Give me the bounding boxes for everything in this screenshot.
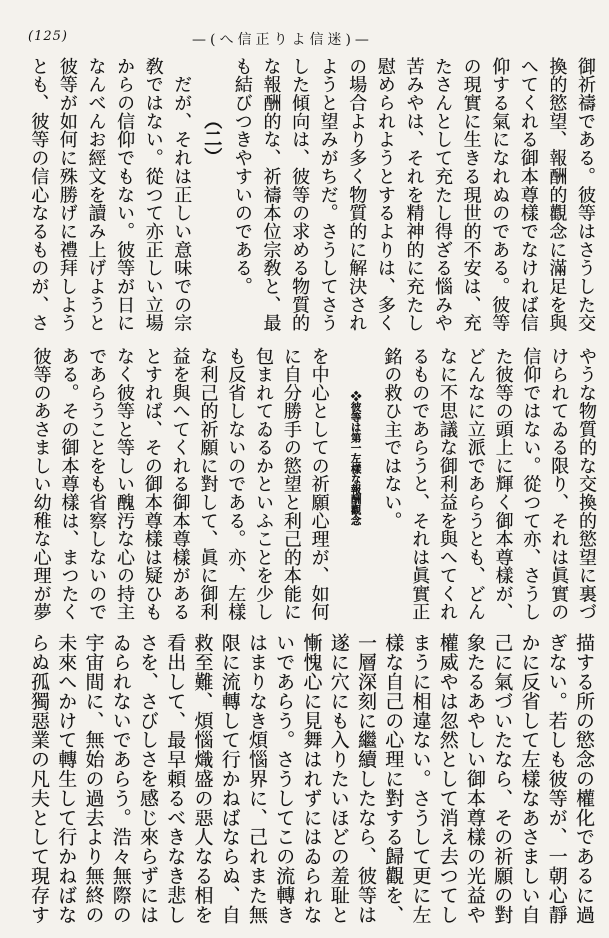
text-column: 描する所の慾念の權化であるに過 bbox=[573, 633, 595, 924]
text-column: 苦みやは、それを精神的に充たし bbox=[403, 57, 425, 333]
text-column: ぎない。若しも彼等が、一朝心靜 bbox=[545, 633, 568, 924]
text-block-bottom bbox=[24, 633, 597, 925]
text-column: ゐられないであらう。浩々無際の bbox=[109, 633, 132, 924]
text-column: けられてゐる限り、それは眞實の bbox=[548, 347, 570, 622]
text-column: やうな物質的な交換的慾望に裏づ bbox=[576, 347, 597, 622]
text-column: ようと望みがちだ。さうしてさう bbox=[317, 57, 339, 333]
text-column: も結びつきやすいのである。 bbox=[231, 57, 253, 296]
text-column: らぬ孤獨惡業の凡夫として現存す bbox=[28, 633, 50, 924]
text-column: 仰する氣になれぬのである。彼等 bbox=[489, 57, 511, 333]
text-column: 彼等が如何に殊勝げに禮拜しよう bbox=[56, 57, 78, 333]
text-column: なく彼等と等しい醜汚な心の持主 bbox=[114, 347, 136, 622]
text-column: 看出して、最早頼るべきなき悲し bbox=[164, 633, 187, 924]
text-column: な利己的祈願に對して、眞に御利 bbox=[197, 347, 219, 622]
text-column: 宇宙間に、無始の過去より無終の bbox=[82, 633, 105, 924]
text-column: まうに相違ない。さうして更に左 bbox=[409, 633, 432, 924]
running-title: —(へ信正りよ信迷)— bbox=[192, 32, 373, 48]
text-column: を中心としての祈願心理が、如何 bbox=[308, 347, 330, 622]
text-column: 敎ではない。從つて亦正しい立場 bbox=[142, 57, 164, 333]
text-column: いであらう。さうしてこの流轉き bbox=[273, 633, 296, 924]
text-column: 象たるあやしい御本尊樣の光益や bbox=[464, 633, 486, 924]
text-column: 遂に穴にも入りたいほどの羞耻と bbox=[327, 633, 350, 924]
text-column: るものであらうと、それは眞實正 bbox=[409, 347, 431, 622]
text-block-top bbox=[23, 57, 599, 333]
text-column: 限に流轉して行かねばならぬ、自 bbox=[218, 633, 241, 924]
text-column: 益を與へてくれる御本尊樣がある bbox=[169, 347, 191, 622]
page-number: (125) bbox=[28, 29, 68, 44]
section-heading: （二） bbox=[201, 111, 223, 167]
text-column: 慰められようとするよりは、多く bbox=[374, 57, 396, 333]
sidenote-heading: ❖彼等は第一左樣な報酬觀念 bbox=[349, 391, 362, 525]
text-column: 慚愧心に見舞はれずにはゐられな bbox=[300, 633, 323, 924]
text-column: なんべんお經文を讀み上げようと bbox=[85, 57, 107, 333]
text-column: も反省しないのである。亦、左樣 bbox=[225, 347, 247, 622]
text-column: であらうことをも省察しないので bbox=[86, 347, 108, 622]
text-column: な報酬的な、祈禱本位宗敎と、最 bbox=[260, 57, 282, 333]
text-column: かに反省して左樣なあさましい自 bbox=[518, 633, 541, 924]
text-column: 救至難、煩惱熾盛の惡人なる相を bbox=[191, 633, 214, 924]
text-column: 己に氣づいたなら、その祈願の對 bbox=[491, 633, 514, 924]
text-column: はまりなき煩惱界に、己れまた無 bbox=[246, 633, 268, 924]
text-column: ある。その御本尊樣は、まつたく bbox=[58, 347, 80, 622]
text-column: 一層深刻に繼續したなら、彼等は bbox=[355, 633, 377, 924]
text-column: 未來へかけて轉生して行かねばな bbox=[55, 633, 78, 924]
text-block-middle bbox=[26, 347, 600, 622]
text-column: 樣な自己の心理に對する歸觀を、 bbox=[382, 633, 405, 924]
text-column: に自分勝手の慾望と利己的本能に bbox=[280, 347, 302, 622]
text-column: へてくれる御本尊樣でなければ信 bbox=[517, 57, 539, 333]
text-column: 御祈禱である。彼等はさうした交 bbox=[575, 57, 596, 333]
text-column: たさんとして充たし得ざる惱みや bbox=[432, 57, 454, 333]
text-column: 彼等のあさましい幼稚な心理が夢 bbox=[30, 347, 52, 622]
text-column: だが、それは正しい意味での宗 bbox=[171, 57, 193, 333]
text-column: た彼等の頭上に輝く御本尊樣が、 bbox=[492, 347, 514, 622]
text-column: の現實に生きる現世的不安は、充 bbox=[460, 57, 482, 333]
text-column: とも、彼等の信心なるものが、さ bbox=[28, 57, 50, 333]
text-column: なに不思議な御利益を與へてくれ bbox=[437, 347, 459, 622]
text-column: 權威やは忽然として消え去つてし bbox=[436, 633, 459, 924]
text-column: からの信仰でもない。彼等が日に bbox=[114, 57, 136, 333]
text-column: 銘の救ひ主ではない。 bbox=[381, 347, 403, 530]
text-column: した傾向は、彼等の求める物質的 bbox=[289, 57, 311, 333]
text-column: さを、さびしさを感じ來らずには bbox=[137, 633, 159, 924]
text-column: とすれば、その御本尊樣は疑ひも bbox=[141, 347, 163, 622]
text-column: どんなに立派であらうとも、どん bbox=[464, 347, 486, 622]
text-column: の場合より多く物質的に解決され bbox=[346, 57, 368, 333]
text-column: 換的慾望、報酬的觀念に滿足を與 bbox=[546, 57, 568, 333]
text-column: 信仰ではない。從つて亦、さうし bbox=[520, 347, 542, 622]
text-column: 包まれてゐるかといふことを少し bbox=[253, 347, 275, 622]
